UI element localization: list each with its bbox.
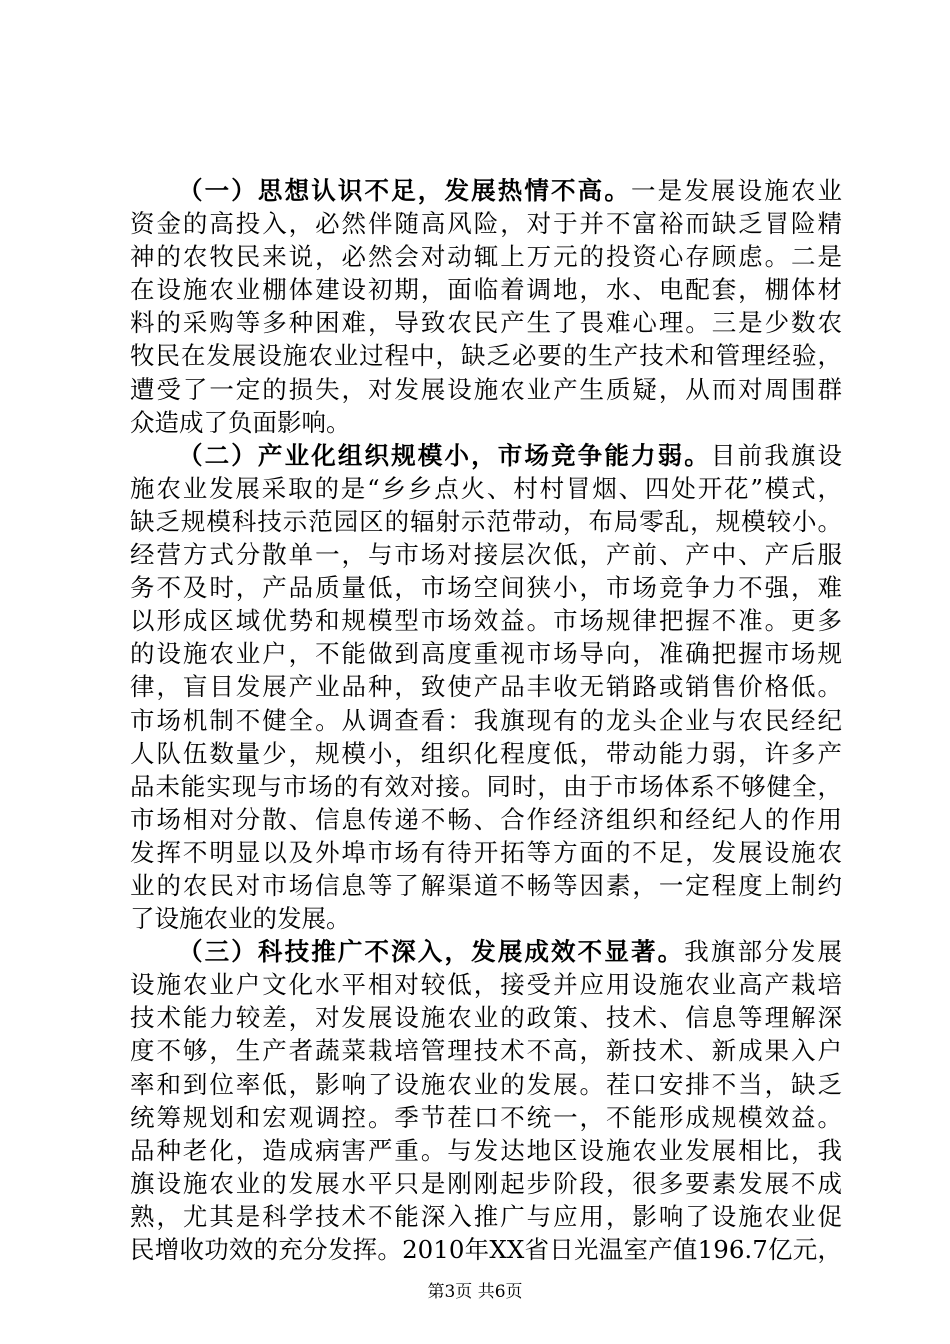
paragraph-line: 发挥不明显以及外埠市场有待开拓等方面的不足，发展设施农 xyxy=(130,837,842,867)
paragraph-line: 率和到位率低，影响了设施农业的发展。茬口安排不当，缺乏 xyxy=(130,1069,842,1099)
paragraph-line: 料的采购等多种困难，导致农民产生了畏难心理。三是少数农 xyxy=(130,308,842,338)
paragraph-line: 市场机制不健全。从调查看：我旗现有的龙头企业与农民经纪 xyxy=(130,705,842,735)
paragraph-line: 经营方式分散单一，与市场对接层次低，产前、产中、产后服 xyxy=(130,540,842,570)
paragraph-1-heading: （一）思想认识不足，发展热情不高。 xyxy=(178,176,631,205)
paragraph-3-text: 我旗部分发展 xyxy=(684,937,843,967)
paragraph-line: 资金的高投入，必然伴随高风险，对于并不富裕而缺乏冒险精 xyxy=(130,209,842,239)
paragraph-line: 业的农民对市场信息等了解渠道不畅等因素，一定程度上制约 xyxy=(130,870,842,900)
paragraph-2-heading: （二）产业化组织规模小，市场竞争能力弱。 xyxy=(178,440,711,470)
paragraph-line: 人队伍数量少，规模小，组织化程度低，带动能力弱，许多产 xyxy=(130,738,842,768)
paragraph-line: 统筹规划和宏观调控。季节茬口不统一，不能形成规模效益。 xyxy=(130,1102,842,1132)
paragraph-line: 设施农业户文化水平相对较低，接受并应用设施农业高产栽培 xyxy=(130,970,842,1000)
paragraph-line: 众造成了负面影响。 xyxy=(130,407,351,437)
paragraph-1-text: 一是发展设施农业 xyxy=(630,176,843,205)
paragraph-line: 律，盲目发展产业品种，致使产品丰收无销路或销售价格低。 xyxy=(130,672,842,702)
paragraph-line: 缺乏规模科技示范园区的辐射示范带动，布局零乱，规模较小。 xyxy=(130,506,842,536)
paragraph-3-line-1 xyxy=(130,935,842,968)
paragraph-line: 民增收功效的充分发挥。2010年XX省日光温室产值196.7亿元， xyxy=(130,1235,842,1264)
paragraph-line: 技术能力较差，对发展设施农业的政策、技术、信息等理解深 xyxy=(130,1003,842,1033)
paragraph-3-heading: （三）科技推广不深入，发展成效不显著。 xyxy=(178,937,685,967)
paragraph-line: 务不及时，产品质量低，市场空间狭小，市场竞争力不强，难 xyxy=(130,573,842,603)
paragraph-line: 神的农牧民来说，必然会对动辄上万元的投资心存顾虑。二是 xyxy=(130,242,842,272)
paragraph-line: 遭受了一定的损失，对发展设施农业产生质疑，从而对周围群 xyxy=(130,374,842,404)
paragraph-2-text: 目前我旗设 xyxy=(710,440,843,470)
paragraph-line: 品未能实现与市场的有效对接。同时，由于市场体系不够健全， xyxy=(130,771,842,801)
paragraph-1-line-1 xyxy=(130,174,842,207)
paragraph-line: 市场相对分散、信息传递不畅、合作经济组织和经纪人的作用 xyxy=(130,804,842,834)
paragraph-line: 的设施农业户，不能做到高度重视市场导向，准确把握市场规 xyxy=(130,639,842,669)
paragraph-line: 度不够，生产者蔬菜栽培管理技术不高，新技术、新成果入户 xyxy=(130,1036,842,1066)
paragraph-line: 施农业发展采取的是“乡乡点火、村村冒烟、四处开花”模式， xyxy=(130,473,842,503)
paragraph-line: 在设施农业棚体建设初期，面临着调地，水、电配套，棚体材 xyxy=(130,275,842,305)
document-body xyxy=(130,174,842,1266)
paragraph-line: 旗设施农业的发展水平只是刚刚起步阶段，很多要素发展不成 xyxy=(130,1168,842,1198)
paragraph-line: 牧民在发展设施农业过程中，缺乏必要的生产技术和管理经验， xyxy=(130,341,842,371)
paragraph-line: 熟，尤其是科学技术不能深入推广与应用，影响了设施农业促 xyxy=(130,1201,842,1231)
paragraph-2-line-1 xyxy=(130,439,842,472)
paragraph-line: 以形成区域优势和规模型市场效益。市场规律把握不准。更多 xyxy=(130,606,842,636)
paragraph-line: 了设施农业的发展。 xyxy=(130,904,351,934)
paragraph-line: 品种老化，造成病害严重。与发达地区设施农业发展相比，我 xyxy=(130,1135,842,1165)
page-footer: 第3页 共6页 xyxy=(427,1282,523,1302)
